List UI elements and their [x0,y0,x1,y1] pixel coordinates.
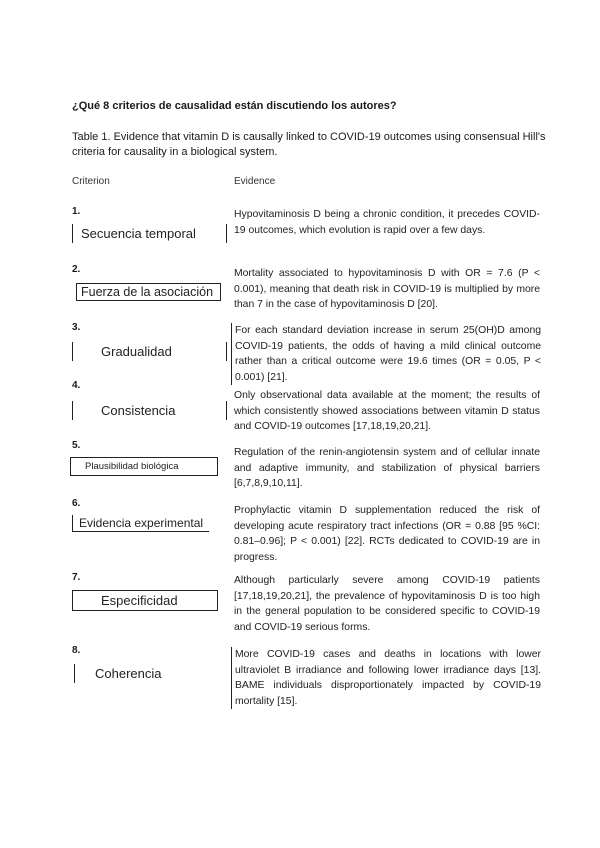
evidence-text: Regulation of the renin-angiotensin system and of cellular innate and adaptive immunity, and stabilization of physical barriers [6,7,8,9,10,11]. [234,447,540,490]
evidence-text: More COVID-19 cases and deaths in locations with lower ultraviolet B irradiance and following lower irradiance days [13]. BAME individuals disproportionately impacted by COVID-19 mortality [15]. [231,647,541,709]
evidence-text: Mortality associated to hypovitaminosis D with OR = 7.6 (P < 0.001), meaning that death risk in COVID-19 is multiplied by more than 7 in the case of hypovitaminosis D [20]. [234,268,540,311]
criterion-label: Especificidad [72,590,218,611]
criterion-column-header: Criterion [72,176,110,187]
row-number: 2. [72,264,81,275]
criterion-label: Plausibilidad biológica [70,457,218,476]
criterion-label: Consistencia [72,401,227,420]
row-number: 8. [72,645,81,656]
evidence-column-header: Evidence [234,176,276,187]
evidence-text: Only observational data available at the moment; the results of which consistently showed associations between vitamin D status and COVID-19 outcomes [17,18,19,20,21]. [234,390,540,433]
row-number: 6. [72,498,81,509]
criterion-label: Evidencia experimental [72,515,209,532]
criterion-label: Secuencia temporal [72,224,227,243]
row-number: 3. [72,322,81,333]
criterion-label: Gradualidad [72,342,227,361]
question-heading: ¿Qué 8 criterios de causalidad están discutiendo los autores? [72,100,397,112]
criterion-label: Coherencia [74,664,224,683]
row-number: 1. [72,206,81,217]
row-number: 4. [72,380,81,391]
evidence-text: For each standard deviation increase in serum 25(OH)D among COVID-19 patients, the odds of having a mild clinical outcome rather than a critical outcome were 19.6 times (OR = 0.05, P < 0.001) [21]. [231,323,541,385]
row-number: 7. [72,572,81,583]
evidence-text: Prophylactic vitamin D supplementation reduced the risk of developing acute respiratory tract infections (OR = 0.88 [95 %CI: 0.81–0.96]; P < 0.001) [22]. RCTs dedicated to COVID-19 are in progress. [234,505,540,563]
criterion-label: Fuerza de la asociación [76,283,221,301]
row-number: 5. [72,440,81,451]
evidence-text: Hypovitaminosis D being a chronic condition, it precedes COVID-19 outcomes, which evolution is rapid over a few days. [234,209,540,236]
table-caption: Table 1. Evidence that vitamin D is causally linked to COVID-19 outcomes using consensual Hill's criteria for causality in a biological system. [72,131,546,158]
evidence-text: Although particularly severe among COVID-19 patients [17,18,19,20,21], the prevalence of hypovitaminosis D is too high in the general population to be considered specific to COVID-19 and COVID-19 serious forms. [234,575,540,633]
